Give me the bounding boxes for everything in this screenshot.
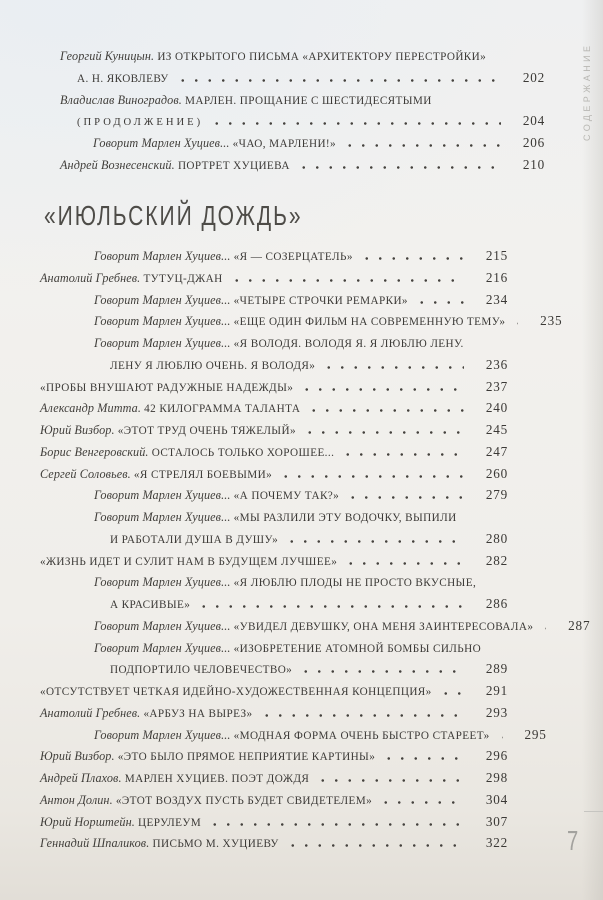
toc-page-number: 298 [485,770,508,785]
toc-entry-title: «Я — СОЗЕРЦАТЕЛЬ» [233,251,353,263]
toc-entry-text [40,421,296,439]
toc-entry [110,356,508,378]
toc-page-number: 280 [485,530,508,546]
dot-leader [382,748,464,760]
toc-entry [40,791,508,813]
toc-entry [40,747,508,769]
toc-page-number: 307 [485,813,508,829]
toc-entry-title: ЛЕНУ Я ЛЮБЛЮ ОЧЕНЬ. Я ВОЛОДЯ» [110,359,316,372]
toc-entry-title: И РАБОТАЛИ ДУША В ДУШУ» [110,533,279,546]
toc-entry-title: (ПРОДОЛЖЕНИЕ) [77,117,204,129]
toc-entry [40,269,508,291]
toc-page-number: 236 [485,356,508,372]
toc-entry-title: «ЭТОТ ТРУД ОЧЕНЬ ТЯЖЕЛЫЙ» [117,425,296,437]
toc-entry [60,47,545,69]
toc-page-number: 291 [485,683,508,698]
toc-page-number: 287 [568,617,591,633]
toc-entry-title: «ИЗОБРЕТЕНИЕ АТОМНОЙ БОМБЫ СИЛЬНО [233,642,482,655]
toc-entry [40,834,508,856]
toc-entry-text [94,508,457,526]
dot-leader [260,705,464,717]
toc-page-number: 245 [485,422,508,437]
toc-entry [77,69,545,91]
toc-entry-text [110,356,315,374]
toc-page-number: 234 [485,291,508,307]
toc-entry-author: Анатолий Гребнев. [40,705,144,720]
toc-entry-text [40,704,253,722]
dot-leader [540,618,546,630]
toc-page-number: 206 [522,135,545,150]
toc-entry [77,112,545,134]
toc-entry-title: ЦЕРУЛЕУМ [138,816,202,829]
toc-entry-author: Говорит Марлен Хуциев... [94,640,234,655]
section-heading: «ИЮЛЬСКИЙ ДОЖДЬ» [44,200,303,232]
toc-entry-author: Георгий Куницын. [60,49,158,63]
toc-entry-author: Говорит Марлен Хуциев... [94,575,234,590]
toc-entry [60,156,545,178]
toc-entry-title: А КРАСИВЫЕ» [110,599,191,611]
toc-page-number: 296 [485,748,508,764]
toc-entry-title: «МОДНАЯ ФОРМА ОЧЕНЬ БЫСТРО СТАРЕЕТ» [233,729,490,742]
toc-entry-text [60,91,432,109]
toc-entry-title: «ЧАО, МАРЛЕНИ!» [232,138,337,150]
toc-page-number: 289 [485,661,508,677]
toc-page-number: 260 [485,465,508,481]
contents-vertical-title: СОДЕРЖАНИЕ [582,42,592,141]
toc-entry-text [40,443,334,461]
toc-entry-text [94,486,339,504]
dot-leader [379,792,464,804]
toc-page-number: 282 [485,552,508,568]
toc-entry-author: Юрий Норштейн. [40,814,139,829]
toc-entry-text [40,834,279,852]
toc-page-number: 322 [485,835,508,851]
toc-entry-title: ОСТАЛОСЬ ТОЛЬКО ХОРОШЕЕ... [151,446,335,459]
toc-entry [94,291,508,313]
toc-entry [40,704,508,726]
toc-entry-text [40,769,309,787]
toc-entry [94,639,508,661]
toc-entry-text [60,156,290,174]
toc-entry [94,247,508,269]
toc-page-number: 240 [485,400,508,416]
toc-entry-author: Андрей Вознесенский. [60,157,178,172]
toc-entry [40,399,508,421]
dot-leader [297,157,501,169]
dot-leader [285,531,464,543]
dot-leader [360,248,464,260]
toc-entry-author: Говорит Марлен Хуциев... [94,292,234,307]
toc-entry [94,617,591,639]
toc-entry-title: «МЫ РАЗЛИЛИ ЭТУ ВОДОЧКУ, ВЫПИЛИ [233,512,457,524]
dot-leader [176,70,501,82]
toc-entry-author: Говорит Марлен Хуциев... [93,136,233,150]
toc-entry [94,334,508,356]
toc-entry-text [77,112,203,130]
toc-entry-author: Владислав Виноградов. [60,92,186,107]
toc-entry-text [40,552,337,570]
toc-entry [40,443,508,465]
toc-page-number: 247 [485,443,508,459]
toc-entry-title: «ЭТО БЫЛО ПРЯМОЕ НЕПРИЯТИЕ КАРТИНЫ» [117,751,376,764]
toc-entry-author: Геннадий Шпаликов. [40,836,153,851]
toc-entry [110,595,508,617]
dot-leader [303,422,464,434]
toc-entry-title: «ПРОБЫ ВНУШАЮТ РАДУЖНЫЕ НАДЕЖДЫ» [40,381,294,394]
dot-leader [210,113,501,125]
toc-entry-text [40,813,201,831]
toc-entry-title: «ЕЩЕ ОДИН ФИЛЬМ НА СОВРЕМЕННУЮ ТЕМУ» [233,316,506,329]
toc-page-number: 215 [485,248,508,263]
toc-page-number: 235 [540,313,563,329]
toc-entry-text [110,660,292,678]
toc-entry-text [40,747,375,765]
toc-entry [60,91,545,113]
toc-entry-text [94,312,505,330]
toc-page-number: 204 [522,113,545,129]
toc-entry-author: Юрий Визбор. [40,423,118,437]
toc-entry-text [93,134,336,152]
toc-entry-title: 42 КИЛОГРАММА ТАЛАНТА [144,403,301,416]
toc-page-number: 293 [485,704,508,720]
toc-entry-title: МАРЛЕН ХУЦИЕВ. ПОЭТ ДОЖДЯ [124,773,310,785]
toc-entry-title: А. Н. ЯКОВЛЕВУ [77,72,169,85]
toc-entry-title: МАРЛЕН. ПРОЩАНИЕ С ШЕСТИДЕСЯТЫМИ [185,94,432,107]
toc-entry-text [94,334,464,352]
dot-leader [497,727,503,739]
toc-entry [110,660,508,682]
dot-leader [415,292,464,304]
toc-entry-author: Говорит Марлен Хуциев... [94,510,234,524]
toc-top-list [0,47,545,178]
toc-entry-title: «ЧЕТЫРЕ СТРОЧКИ РЕМАРКИ» [233,294,408,307]
edge-rule [584,811,603,812]
dot-leader [341,444,464,456]
toc-entry-author: Юрий Визбор. [40,749,118,764]
toc-page-number: 286 [485,596,508,611]
dot-leader [316,770,464,782]
dot-leader [322,357,464,369]
dot-leader [197,596,464,608]
folio-page-number: 7 [567,825,579,856]
toc-entry-text [77,69,169,87]
toc-entry-author: Антон Долин. [40,792,116,807]
toc-entry-author: Анатолий Гребнев. [40,270,144,285]
toc-entry-text [40,465,272,483]
toc-entry-text [94,726,490,744]
toc-entry-author: Говорит Марлен Хуциев... [94,618,234,633]
toc-entry-title: ПОДПОРТИЛО ЧЕЛОВЕЧЕСТВО» [110,664,293,677]
toc-entry [94,508,508,530]
toc-entry [40,769,508,791]
toc-entry-author: Борис Венгеровский. [40,444,152,459]
toc-page-number: 304 [485,791,508,807]
toc-entry-author: Сергей Соловьев. [40,466,134,481]
toc-entry-author: Говорит Марлен Хуциев... [94,727,234,742]
toc-entry-author: Андрей Плахов. [40,771,125,785]
toc-entry [40,378,508,400]
toc-entry-author: Говорит Марлен Хуциев... [94,249,234,263]
toc-entry [94,573,508,595]
toc-entry-text [40,269,223,287]
toc-page-number: 210 [522,156,545,172]
dot-leader [512,313,518,325]
toc-entry-text [94,291,408,309]
toc-entry [40,552,508,574]
toc-page-number: 237 [485,378,508,394]
toc-entry-text [40,378,293,396]
toc-entry-text [40,682,432,700]
toc-entry-author: Говорит Марлен Хуциев... [94,336,234,350]
toc-entry-text [94,573,476,591]
toc-entry-text [110,595,190,613]
toc-entry-text [94,639,481,657]
dot-leader [230,270,464,282]
toc-entry-title: «ЭТОТ ВОЗДУХ ПУСТЬ БУДЕТ СВИДЕТЕЛЕМ» [115,794,373,807]
toc-entry-title: «ОТСУТСТВУЕТ ЧЕТКАЯ ИДЕЙНО-ХУДОЖЕСТВЕННАЯ КОНЦЕПЦИЯ» [40,686,432,698]
toc-entry [94,486,508,508]
toc-entry-author: Александр Митта. [40,401,145,416]
dot-leader [344,553,464,565]
toc-entry-title: «АРБУЗ НА ВЫРЕЗ» [143,707,253,720]
toc-entry-title: «Я СТРЕЛЯЛ БОЕВЫМИ» [133,468,273,481]
toc-entry-title: ПОРТРЕТ ХУЦИЕВА [177,159,290,172]
toc-entry-title: «ЖИЗНЬ ИДЕТ И СУЛИТ НАМ В БУДУЩЕМ ЛУЧШЕЕ» [40,555,338,568]
toc-entry [40,682,508,704]
dot-leader [300,379,464,391]
dot-leader [286,835,464,847]
toc-entry-text [94,617,533,635]
dot-leader [346,487,464,499]
toc-entry-text [40,791,372,809]
toc-entry-text [94,247,353,265]
toc-page-number: 279 [485,487,508,503]
toc-entry [94,312,563,334]
toc-entry-title: ИЗ ОТКРЫТОГО ПИСЬМА «АРХИТЕКТОРУ ПЕРЕСТРОЙКИ» [157,51,487,63]
toc-entry-title: ПИСЬМО М. ХУЦИЕВУ [152,838,279,851]
dot-leader [299,661,464,673]
dot-leader [343,135,501,147]
toc-entry [93,134,545,156]
toc-entry-author: Говорит Марлен Хуциев... [94,314,234,329]
toc-entry-title: ТУТУЦ-ДЖАН [143,272,223,285]
toc-entry-title: «Я ЛЮБЛЮ ПЛОДЫ НЕ ПРОСТО ВКУСНЫЕ, [233,577,477,590]
dot-leader [279,466,464,478]
toc-entry [40,465,508,487]
toc-page-number: 202 [522,69,545,85]
toc-entry [110,530,508,552]
dot-leader [439,683,464,695]
toc-entry-title: «УВИДЕЛ ДЕВУШКУ, ОНА МЕНЯ ЗАИНТЕРЕСОВАЛА» [233,620,534,633]
toc-entry-text [40,399,300,417]
toc-section-list [0,247,591,856]
toc-entry-title: «А ПОЧЕМУ ТАК?» [233,490,340,503]
toc-entry [40,421,508,443]
toc-entry [40,813,508,835]
toc-entry-text [60,47,486,65]
toc-page-number: 295 [524,726,547,742]
toc-page-number: 216 [485,269,508,285]
dot-leader [307,400,464,412]
dot-leader [208,814,464,826]
toc-entry-title: «Я ВОЛОДЯ. ВОЛОДЯ Я. Я ЛЮБЛЮ ЛЕНУ. [233,338,464,350]
toc-entry-author: Говорит Марлен Хуциев... [94,488,234,503]
toc-entry [94,726,547,748]
toc-entry-text [110,530,278,548]
